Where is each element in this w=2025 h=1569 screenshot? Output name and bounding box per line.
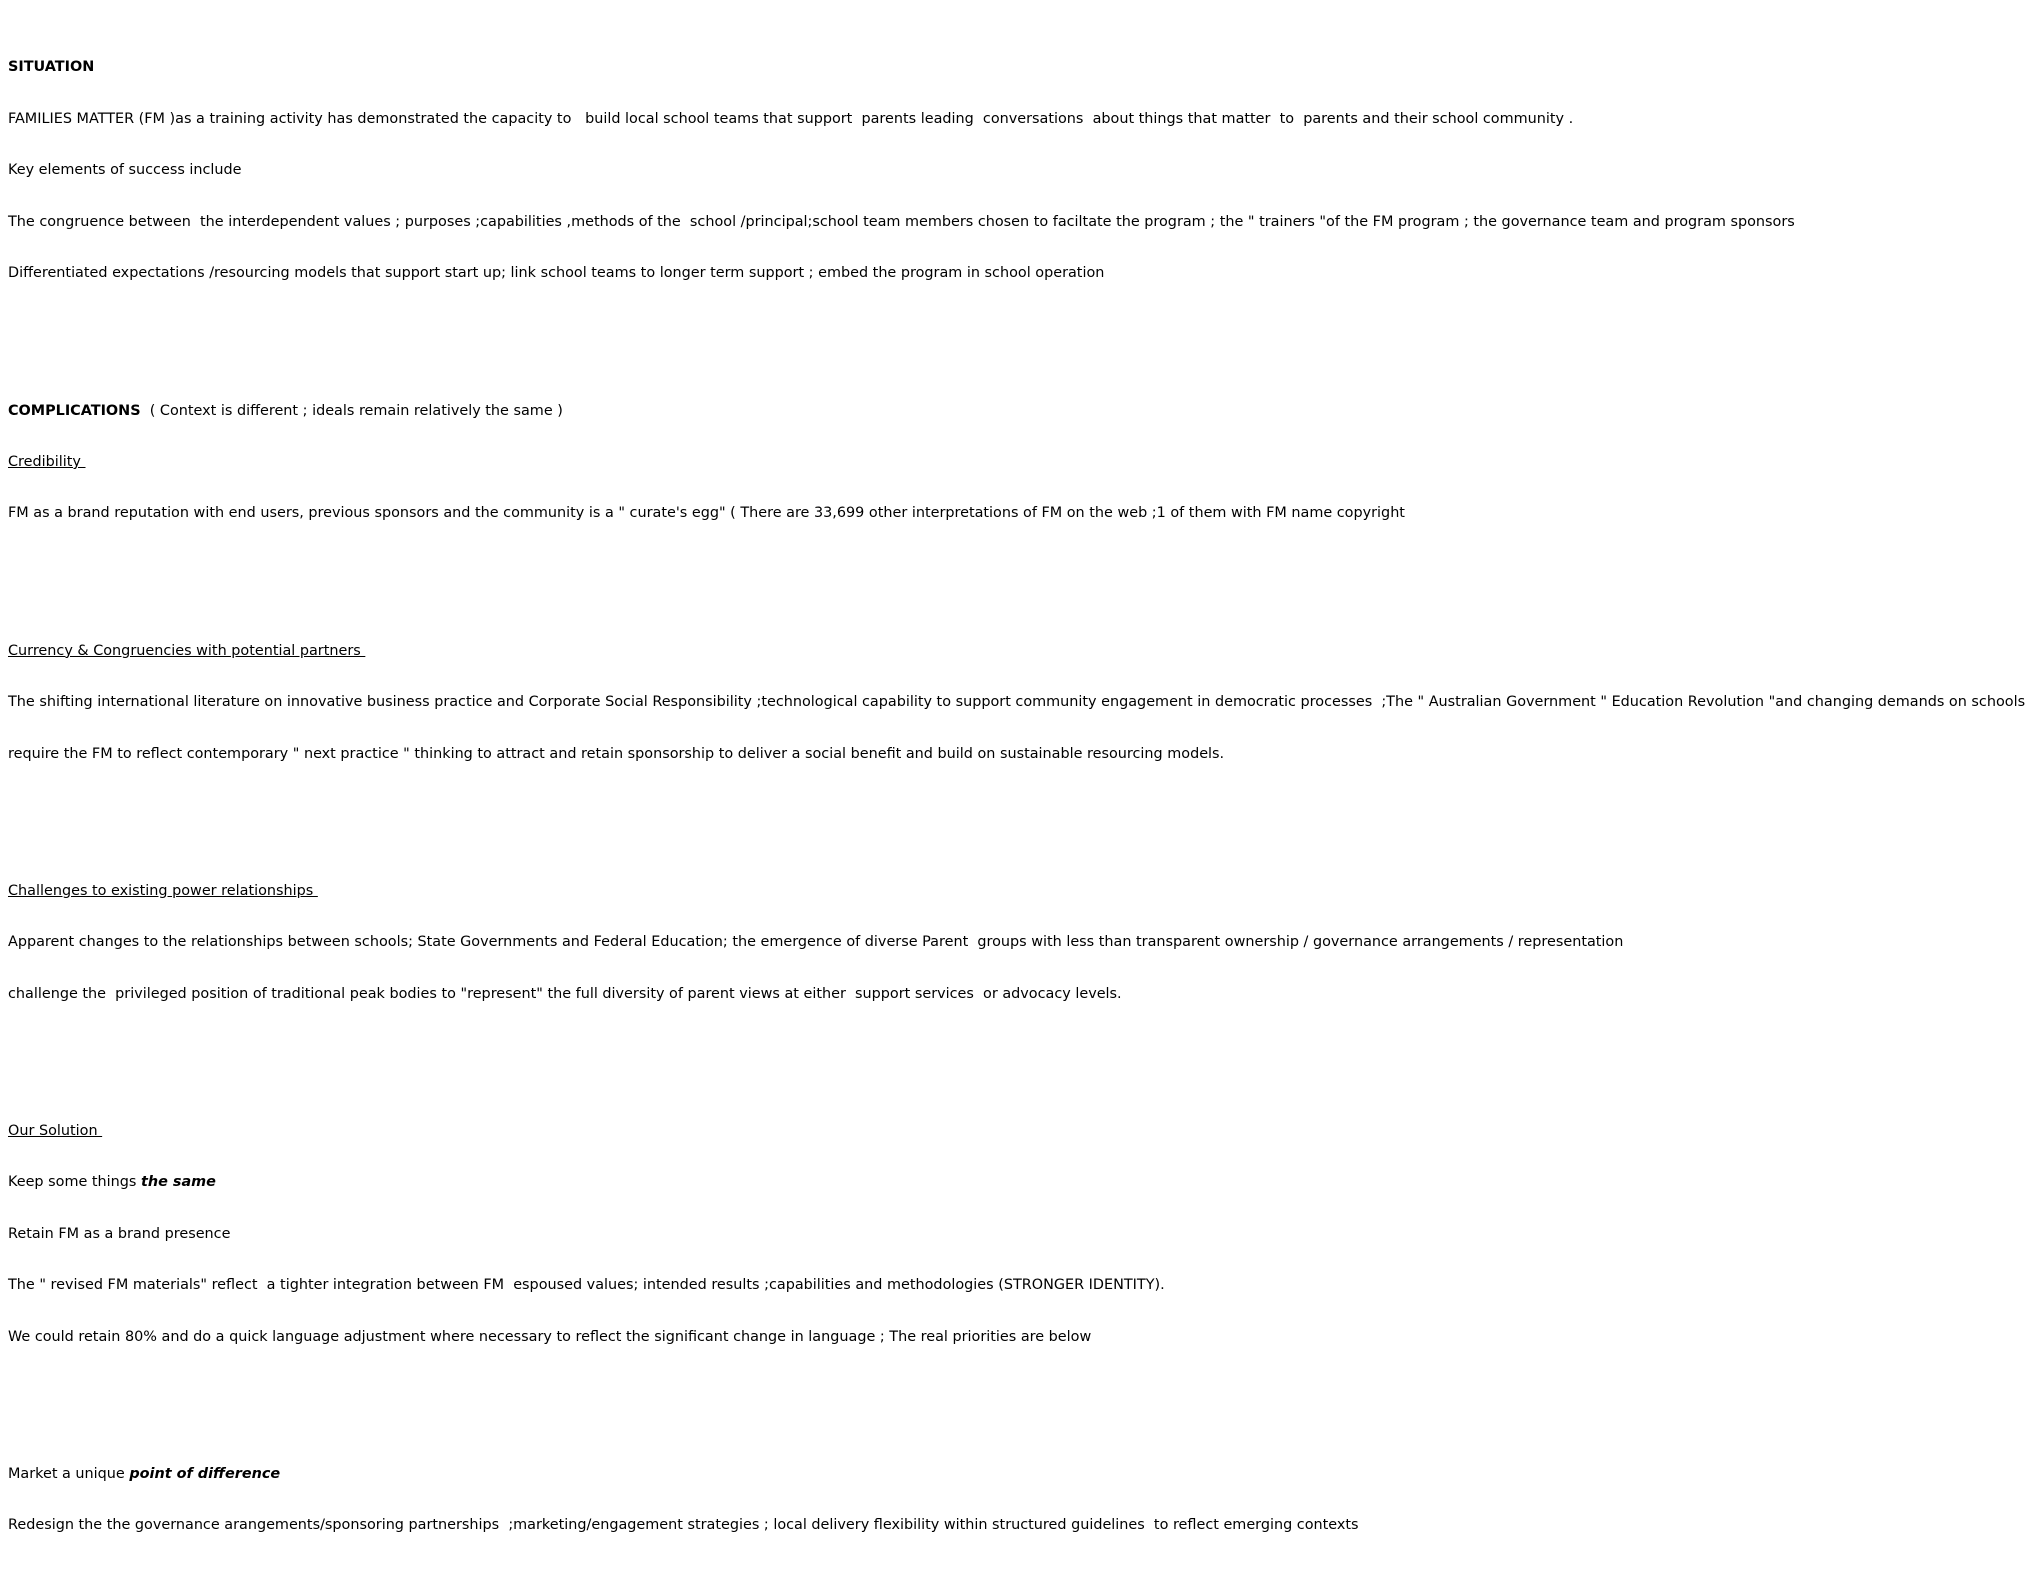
keep-emphasis: the same — [140, 1174, 216, 1191]
situation-line: The congruence between the interdependent values ; purposes ;capabilities ,methods of the school /principal;school team members chosen to faciltate the program ; the " trainers "of the FM program ; the governance team and program sponsors — [8, 213, 1795, 230]
spacer — [8, 814, 1984, 831]
credibility-title: Credibility — [8, 453, 86, 470]
situation-line: Differentiated expectations /resourcing models that support start up; link school teams to longer term support ; embed the program in school operation — [8, 265, 1105, 282]
credibility-text: FM as a brand reputation with end users, previous sponsors and the community is a " curate's egg" ( There are 33,699 other interpretations of FM on the web ;1 of them with FM name copyright — [8, 505, 1405, 522]
power-line: Apparent changes to the relationships between schools; State Governments and Federal Education; the emergence of diverse Parent groups with less than transparent ownership / governance arrangements / representation — [8, 934, 1624, 951]
currency-line: require the FM to reflect contemporary " next practice " thinking to attract and retain sponsorship to deliver a social benefit and build on sustainable resourcing models. — [8, 745, 1225, 762]
complications-heading-row — [8, 403, 1984, 420]
complications-heading: COMPLICATIONS — [8, 402, 141, 419]
currency-title: Currency & Congruencies with potential partners — [8, 642, 366, 659]
solution-keep-row — [8, 1174, 1984, 1191]
market-emphasis: point of difference — [129, 1465, 281, 1482]
spacer — [8, 1054, 1984, 1071]
situation-line: Key elements of success include — [8, 162, 242, 179]
solution-title: Our Solution — [8, 1122, 103, 1139]
keep-prefix: Keep some things — [8, 1174, 141, 1191]
solution-line: We could retain 80% and do a quick language adjustment where necessary to reflect the significant change in language ; The real priorities are below — [8, 1328, 1092, 1345]
power-title: Challenges to existing power relationships — [8, 882, 318, 899]
market-prefix: Market a unique — [8, 1465, 130, 1482]
solution-market-line: Redesign the the governance arangements/sponsoring partnerships ;marketing/engagement strategies ; local delivery flexibility within structured guidelines to reflect emerging contexts — [8, 1517, 1359, 1534]
situation-line: FAMILIES MATTER (FM )as a training activity has demonstrated the capacity to build local school teams that support parents leading conversations about things that matter to parents and their school community . — [8, 110, 1574, 127]
solution-line: Retain FM as a brand presence — [8, 1225, 231, 1242]
document-body — [8, 8, 2025, 1569]
situation-heading: SITUATION — [8, 59, 95, 76]
power-line: challenge the privileged position of traditional peak bodies to "represent" the full diversity of parent views at either support services or advocacy levels. — [8, 985, 1122, 1002]
spacer — [8, 1397, 1984, 1414]
complications-subheading: ( Context is different ; ideals remain relatively the same ) — [140, 402, 563, 419]
spacer — [8, 574, 1984, 591]
solution-line: The " revised FM materials" reflect a tighter integration between FM espoused values; intended results ;capabilities and methodologies (STRONGER IDENTITY). — [8, 1277, 1165, 1294]
currency-line: The shifting international literature on innovative business practice and Corporate Social Responsibility ;technological capability to support community engagement in democratic processes ;The " Australian Government " Education Revolution "and changing demands on schools — [8, 694, 2025, 711]
spacer — [8, 334, 1984, 351]
solution-market-row — [8, 1466, 1984, 1483]
